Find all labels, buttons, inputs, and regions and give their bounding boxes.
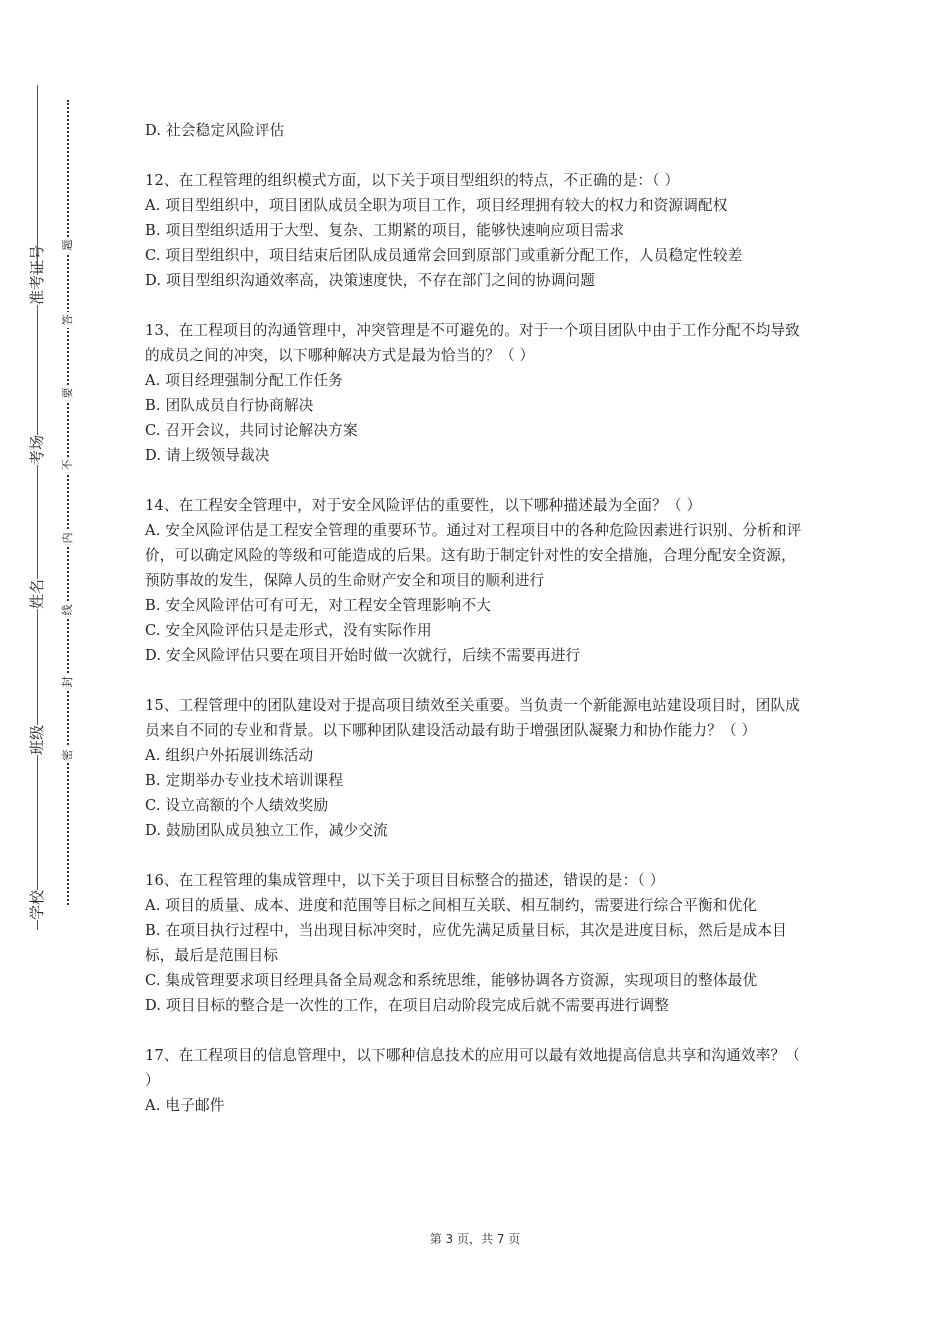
question-block (145, 868, 810, 1018)
seal-character: 不 (60, 457, 76, 473)
answer-option: B. 安全风险评估可有可无，对工程安全管理影响不大 (145, 597, 492, 614)
answer-option: C. 召开会议，共同讨论解决方案 (145, 422, 358, 439)
answer-option: D. 安全风险评估只要在项目开始时做一次就行，后续不需要再进行 (145, 647, 581, 664)
question-stem: 13、在工程项目的沟通管理中，冲突管理是不可避免的。对于一个项目团队中由于工作分配不均导致的成员之间的冲突，以下哪种解决方式是最为恰当的？（ ） (145, 322, 801, 364)
page-footer: 第 3 页，共 7 页 (429, 1232, 521, 1246)
binding-margin (0, 0, 110, 1344)
margin-field-label: 学校 (22, 890, 52, 920)
seal-character: 封 (60, 674, 76, 690)
seal-character: 答 (60, 312, 76, 328)
question-block (145, 693, 810, 843)
question-stem: 15、工程管理中的团队建设对于提高项目绩效至关重要。当负责一个新能源电站建设项目时，团队成员来自不同的专业和背景。以下哪种团队建设活动最有助于增强团队凝聚力和协作能力？（ ） (145, 697, 801, 739)
margin-field-label: 姓名 (22, 579, 52, 609)
question-stem: 17、在工程项目的信息管理中，以下哪种信息技术的应用可以最有效地提高信息共享和沟通效率？（ ） (145, 1047, 801, 1089)
answer-option: C. 安全风险评估只是走形式，没有实际作用 (145, 622, 432, 639)
question-block (145, 1043, 810, 1118)
answer-option: D. 项目型组织沟通效率高，决策速度快，不存在部门之间的协调问题 (145, 272, 596, 289)
option-d: D. 社会稳定风险评估 (145, 122, 285, 139)
seal-character: 要 (60, 385, 76, 401)
seal-character: 密 (60, 747, 76, 763)
question-block (145, 493, 810, 668)
answer-option: C. 设立高额的个人绩效奖励 (145, 797, 329, 814)
exam-content (145, 118, 810, 1143)
fill-in-line (37, 85, 38, 930)
answer-option: A. 电子邮件 (145, 1097, 225, 1114)
answer-option: C. 集成管理要求项目经理具备全局观念和系统思维，能够协调各方资源，实现项目的整体最优 (145, 972, 758, 989)
seal-character: 内 (60, 530, 76, 546)
answer-option: B. 团队成员自行协商解决 (145, 397, 314, 414)
margin-field-label: 班级 (22, 725, 52, 755)
margin-field-label: 准考证号 (22, 275, 52, 305)
answer-option: D. 请上级领导裁决 (145, 447, 270, 464)
seal-character: 题 (60, 237, 76, 253)
margin-field-label: 考场 (22, 435, 52, 465)
answer-option: A. 安全风险评估是工程安全管理的重要环节。通过对工程项目中的各种危险因素进行识别、分析和评价，可以确定风险的等级和可能造成的后果。这有助于制定针对性的安全措施，合理分配安全资源，预防事故的发生，保障人员的生命财产安全和项目的顺利进行 (145, 522, 802, 589)
question-block (145, 318, 810, 468)
question-stem: 12、在工程管理的组织模式方面，以下关于项目型组织的特点，不正确的是：（ ） (145, 172, 680, 189)
answer-option: A. 组织户外拓展训练活动 (145, 747, 314, 764)
seal-character: 线 (60, 602, 76, 618)
answer-option: B. 项目型组织适用于大型、复杂、工期紧的项目，能够快速响应项目需求 (145, 222, 625, 239)
question-block (145, 168, 810, 293)
answer-option: A. 项目型组织中，项目团队成员全职为项目工作，项目经理拥有较大的权力和资源调配权 (145, 197, 728, 214)
question-stem: 14、在工程安全管理中，对于安全风险评估的重要性，以下哪种描述最为全面？（ ） (145, 497, 702, 514)
answer-option: A. 项目经理强制分配工作任务 (145, 372, 343, 389)
answer-option: A. 项目的质量、成本、进度和范围等目标之间相互关联、相互制约，需要进行综合平衡和优化 (145, 897, 758, 914)
answer-option: D. 鼓励团队成员独立工作，减少交流 (145, 822, 388, 839)
question-stem: 16、在工程管理的集成管理中，以下关于项目目标整合的描述，错误的是：（ ） (145, 872, 665, 889)
answer-option: D. 项目目标的整合是一次性的工作，在项目启动阶段完成后就不需要再进行调整 (145, 997, 670, 1014)
answer-option: C. 项目型组织中，项目结束后团队成员通常会回到原部门或重新分配工作，人员稳定性较差 (145, 247, 743, 264)
seal-dotted-line (67, 100, 69, 905)
question-continuation (145, 118, 810, 143)
answer-option: B. 定期举办专业技术培训课程 (145, 772, 344, 789)
answer-option: B. 在项目执行过程中，当出现目标冲突时，应优先满足质量目标，其次是进度目标，然后是成本目标，最后是范围目标 (145, 922, 787, 964)
